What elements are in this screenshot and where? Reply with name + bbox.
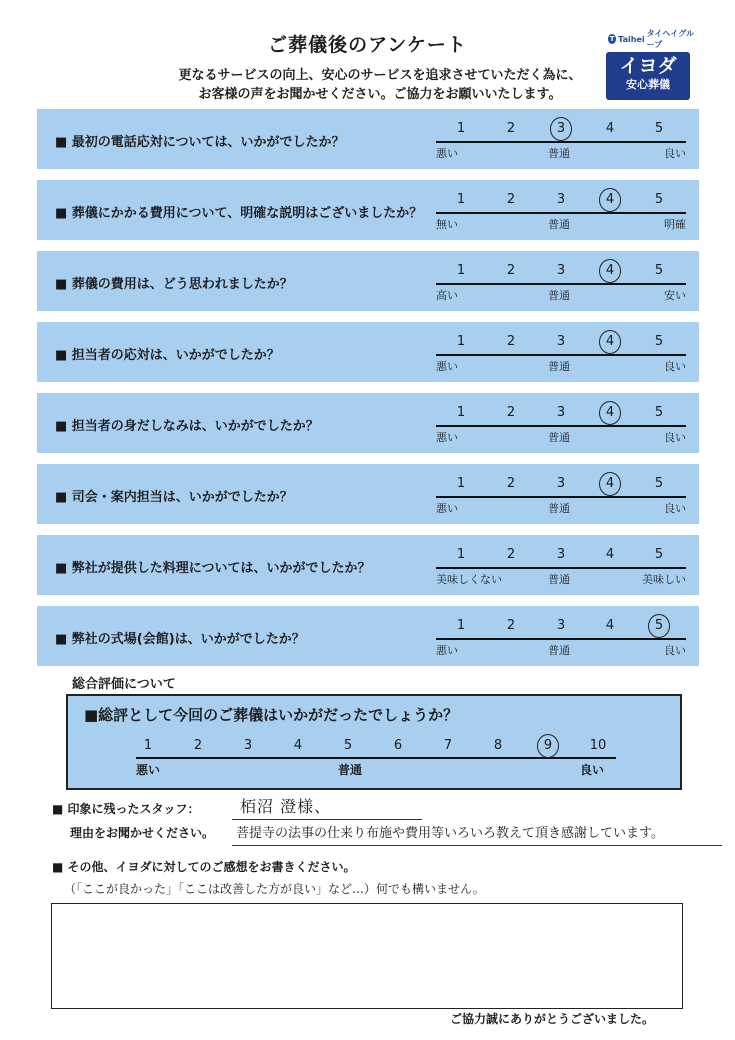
rating-option[interactable]: 4: [600, 192, 620, 207]
rating-option[interactable]: 3: [556, 405, 566, 420]
overall-rating-option[interactable]: 8: [493, 738, 503, 753]
question-row: [37, 464, 699, 524]
scale-line: [436, 496, 686, 498]
rating-option[interactable]: 2: [506, 547, 516, 562]
rating-option[interactable]: 3: [556, 618, 566, 633]
rating-scale: [436, 464, 686, 524]
reason-label: 理由をお聞かせください。: [70, 826, 215, 840]
staff-label: ■ 印象に残ったスタッフ：: [52, 802, 200, 816]
scale-line: [436, 283, 686, 285]
question-text: ■ 弊社が提供した料理については、いかがでしたか？: [55, 561, 371, 576]
scale-label-low: 無い: [436, 218, 458, 231]
question-text: ■ 葬儀の費用は、どう思われましたか？: [55, 277, 293, 292]
scale-label-low: 高い: [436, 289, 458, 302]
rating-option[interactable]: 3: [556, 547, 566, 562]
overall-rating-option[interactable]: 4: [293, 738, 303, 753]
rating-option[interactable]: 1: [456, 547, 466, 562]
scale-label-high: 良い: [664, 360, 686, 373]
scale-label-low: 悪い: [436, 147, 458, 160]
rating-option[interactable]: 2: [506, 263, 516, 278]
reason-value[interactable]: 菩提寺の法事の仕来り布施や費用等いろいろ教えて頂き感謝しています。: [236, 826, 664, 841]
rating-option[interactable]: 5: [654, 405, 664, 420]
overall-rating-option[interactable]: 9: [538, 738, 558, 753]
rating-option[interactable]: 1: [456, 476, 466, 491]
overall-rating-option[interactable]: 10: [589, 738, 607, 753]
other-note: （「ここが良かった」「ここは改善した方が良い」など…）何でも構いません。: [64, 882, 485, 896]
scale-line: [436, 212, 686, 214]
rating-option[interactable]: 4: [605, 121, 615, 136]
thanks-text: ご協力誠にありがとうございました。: [450, 1012, 655, 1026]
rating-option[interactable]: 5: [649, 618, 669, 633]
rating-option[interactable]: 5: [654, 334, 664, 349]
scale-label-high: 良い: [664, 502, 686, 515]
overall-section-title: 総合評価について: [72, 677, 176, 692]
scale-label-mid: 普通: [548, 289, 570, 302]
rating-option[interactable]: 2: [506, 121, 516, 136]
scale-label-low: 悪い: [436, 431, 458, 444]
overall-label-mid: 普通: [338, 763, 363, 777]
rating-option[interactable]: 5: [654, 192, 664, 207]
question-text: ■ 司会・案内担当は、いかがでしたか？: [55, 490, 293, 505]
overall-label-low: 悪い: [136, 763, 161, 777]
staff-underline: [232, 819, 422, 820]
overall-rating-option[interactable]: 5: [343, 738, 353, 753]
rating-option[interactable]: 5: [654, 263, 664, 278]
overall-question: ■総評として今回のご葬儀はいかがだったでしょうか？: [84, 706, 459, 724]
rating-option[interactable]: 4: [600, 405, 620, 420]
overall-rating-option[interactable]: 3: [243, 738, 253, 753]
question-text: ■ 最初の電話応対については、いかがでしたか？: [55, 135, 345, 150]
scale-label-high: 良い: [664, 644, 686, 657]
question-row: [37, 251, 699, 311]
rating-option[interactable]: 5: [654, 121, 664, 136]
scale-line: [436, 354, 686, 356]
rating-option[interactable]: 1: [456, 263, 466, 278]
rating-option[interactable]: 3: [556, 476, 566, 491]
scale-line: [436, 425, 686, 427]
overall-scale: [136, 730, 616, 786]
rating-scale: [436, 393, 686, 453]
scale-label-high: 良い: [664, 147, 686, 160]
scale-line: [436, 141, 686, 143]
rating-option[interactable]: 3: [556, 334, 566, 349]
scale-label-mid: 普通: [548, 502, 570, 515]
question-text: ■ 担当者の身だしなみは、いかがでしたか？: [55, 419, 319, 434]
overall-rating-option[interactable]: 1: [143, 738, 153, 753]
overall-label-high: 良い: [580, 763, 605, 777]
overall-rating-option[interactable]: 7: [443, 738, 453, 753]
rating-option[interactable]: 3: [556, 192, 566, 207]
scale-label-mid: 普通: [548, 644, 570, 657]
rating-option[interactable]: 4: [600, 334, 620, 349]
overall-rating-option[interactable]: 6: [393, 738, 403, 753]
question-row: [37, 109, 699, 169]
scale-label-high: 明確: [664, 218, 686, 231]
rating-option[interactable]: 4: [605, 618, 615, 633]
rating-option[interactable]: 2: [506, 476, 516, 491]
rating-option[interactable]: 1: [456, 334, 466, 349]
rating-option[interactable]: 1: [456, 405, 466, 420]
overall-rating-option[interactable]: 2: [193, 738, 203, 753]
scale-label-mid: 普通: [548, 360, 570, 373]
scale-label-low: 悪い: [436, 502, 458, 515]
question-row: [37, 535, 699, 595]
scale-label-low: 悪い: [436, 644, 458, 657]
rating-option[interactable]: 1: [456, 121, 466, 136]
staff-value[interactable]: 栢沼 澄様、: [240, 797, 332, 816]
question-text: ■ 葬儀にかかる費用について、明確な説明はございましたか？: [55, 206, 423, 221]
scale-label-mid: 普通: [548, 218, 570, 231]
survey-title: ご葬儀後のアンケート: [268, 34, 467, 56]
rating-option[interactable]: 1: [456, 192, 466, 207]
rating-option[interactable]: 1: [456, 618, 466, 633]
rating-option[interactable]: 2: [506, 618, 516, 633]
rating-option[interactable]: 2: [506, 192, 516, 207]
rating-option[interactable]: 3: [556, 263, 566, 278]
scale-line: [436, 638, 686, 640]
rating-scale: [436, 109, 686, 169]
rating-option[interactable]: 4: [600, 263, 620, 278]
scale-label-low: 美味しくない: [436, 573, 502, 586]
rating-option[interactable]: 4: [600, 476, 620, 491]
rating-scale: [436, 606, 686, 666]
rating-option[interactable]: 2: [506, 405, 516, 420]
question-row: [37, 322, 699, 382]
survey-intro: 更なるサービスの向上、安心のサービスを追求させていただく為に、 お客様の声をお聞かせください。ご協力をお願いいたします。: [178, 68, 582, 102]
scale-label-mid: 普通: [548, 431, 570, 444]
question-row: [37, 180, 699, 240]
scale-label-mid: 普通: [548, 573, 570, 586]
rating-scale: [436, 535, 686, 595]
other-label: ■ その他、イヨダに対してのご感想をお書きください。: [52, 860, 356, 874]
taihei-mark-icon: T: [609, 35, 615, 43]
reason-underline: [232, 845, 722, 846]
question-row: [37, 606, 699, 666]
comment-box[interactable]: [51, 903, 683, 1009]
scale-label-mid: 普通: [548, 147, 570, 160]
rating-scale: [436, 180, 686, 240]
scale-label-high: 安い: [664, 289, 686, 302]
question-text: ■ 弊社の式場(会館)は、いかがでしたか？: [55, 632, 305, 647]
question-row: [37, 393, 699, 453]
rating-scale: [436, 322, 686, 382]
rating-option[interactable]: 4: [605, 547, 615, 562]
rating-option[interactable]: 2: [506, 334, 516, 349]
scale-label-high: 美味しい: [642, 573, 686, 586]
overall-rating-panel: [66, 694, 682, 790]
brand-logo: T Taihei タイヘイグループ イヨダ 安心葬儀: [598, 28, 698, 100]
rating-option[interactable]: 3: [551, 121, 571, 136]
scale-line: [436, 567, 686, 569]
scale-label-high: 良い: [664, 431, 686, 444]
scale-label-low: 悪い: [436, 360, 458, 373]
rating-option[interactable]: 5: [654, 476, 664, 491]
rating-scale: [436, 251, 686, 311]
question-text: ■ 担当者の応対は、いかがでしたか？: [55, 348, 280, 363]
rating-option[interactable]: 5: [654, 547, 664, 562]
